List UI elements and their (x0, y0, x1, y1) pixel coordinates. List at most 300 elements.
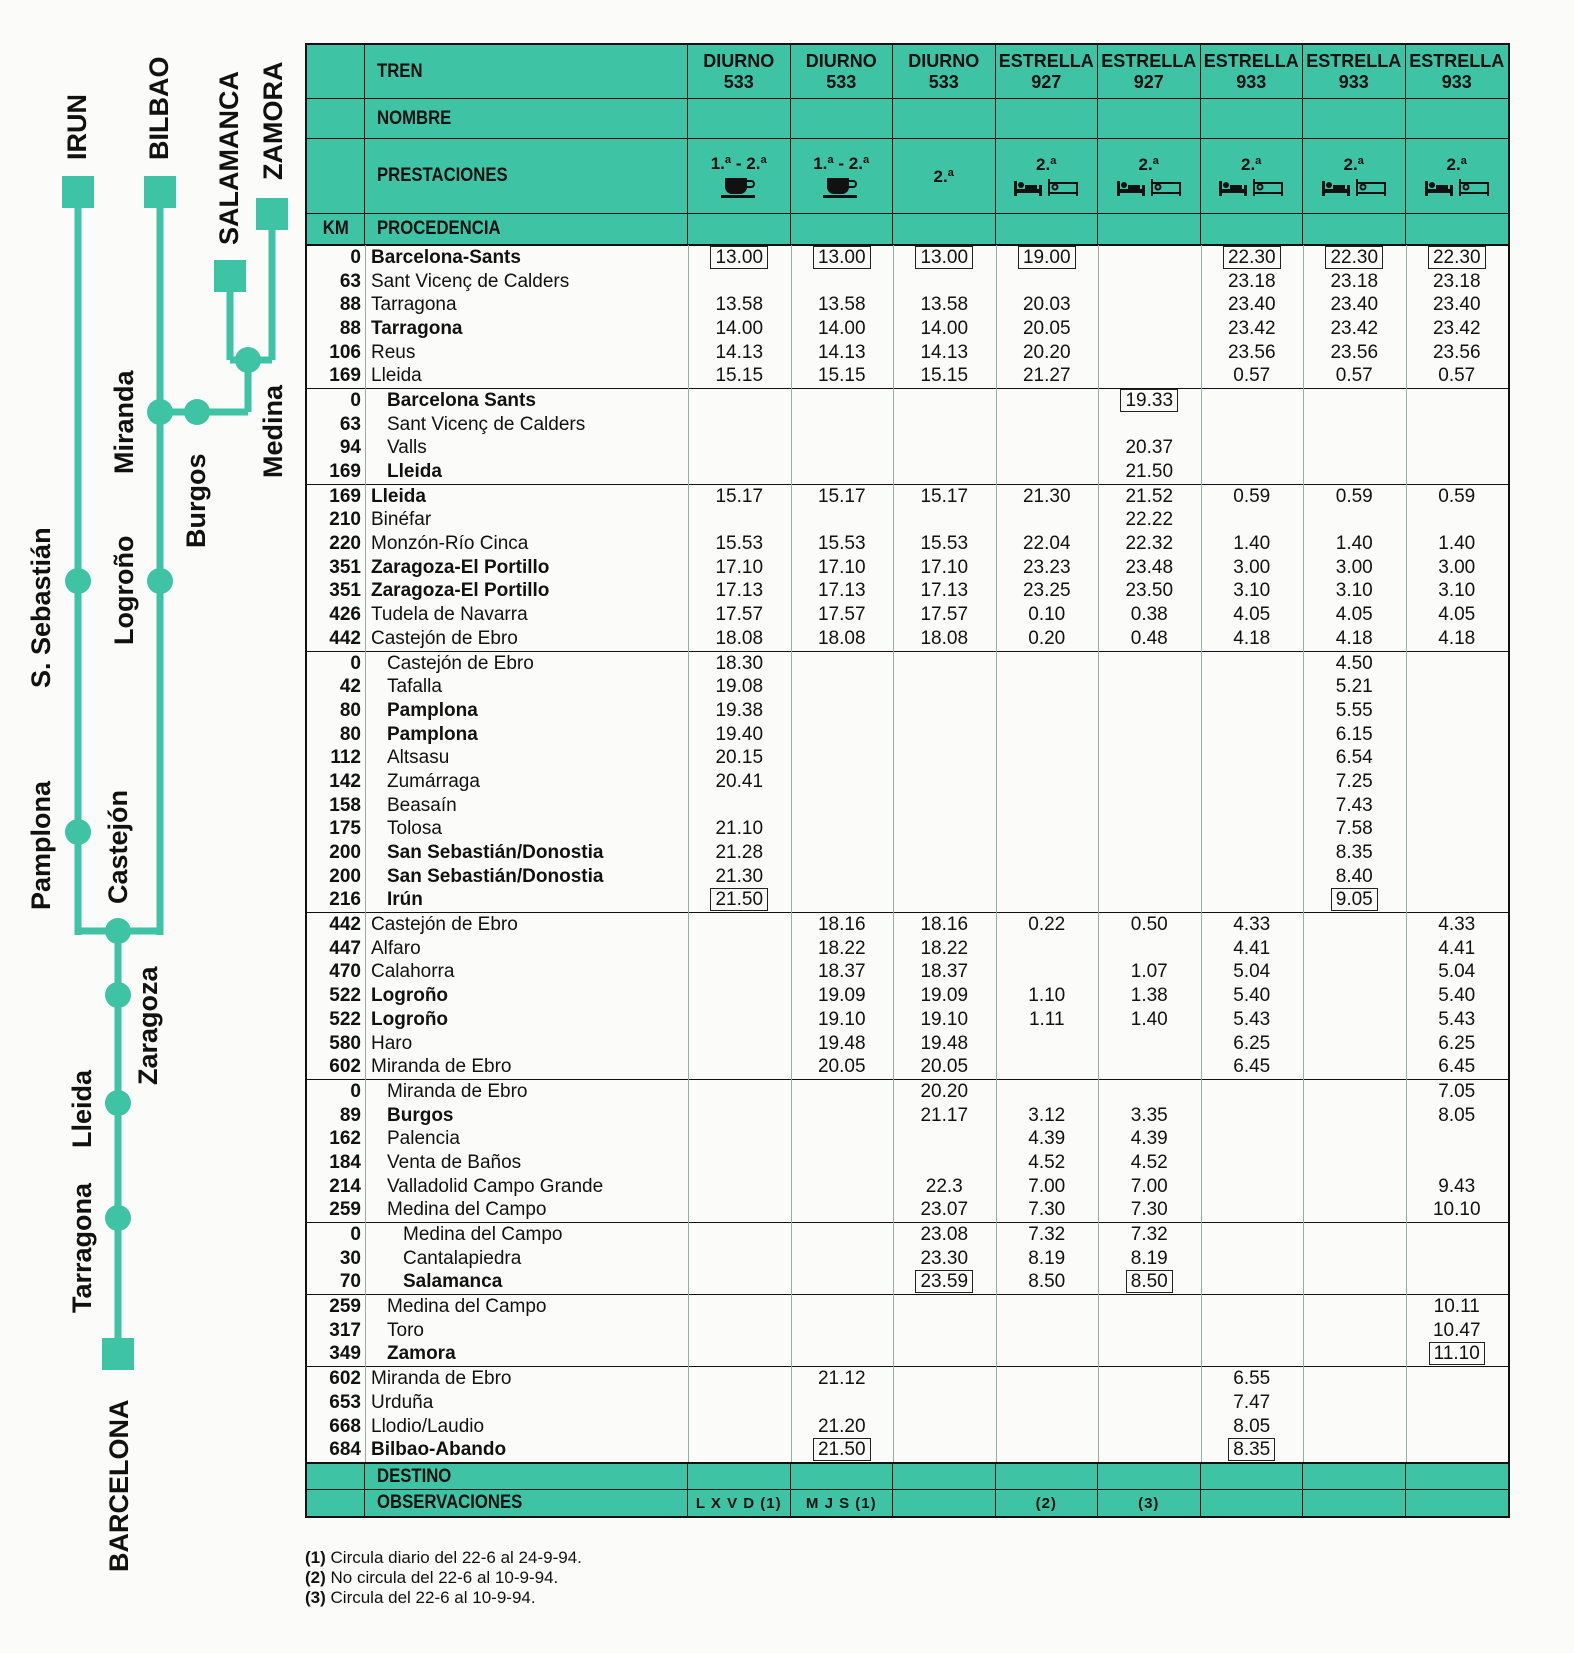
station-cell: Castejón de Ebro (387, 652, 534, 674)
station-cell: Medina del Campo (387, 1199, 547, 1221)
time-cell: 21.50 (1125, 461, 1174, 483)
station-cell: Pamplona (387, 699, 478, 721)
km-cell: 175 (329, 818, 361, 840)
class-label: 1.ª - 2.ª (813, 154, 870, 173)
station-cell: Castejón de Ebro (371, 914, 518, 936)
table-row (307, 246, 1508, 270)
table-row (307, 580, 1508, 604)
service-cell (893, 139, 996, 213)
stop-lleida (105, 1090, 131, 1116)
time-cell: 14.13 (920, 341, 969, 363)
km-cell: 88 (339, 294, 361, 316)
table-row (307, 913, 1508, 937)
stop-logrono (147, 568, 173, 594)
time-cell: 8.19 (1130, 1247, 1168, 1269)
time-cell: 4.52 (1028, 1151, 1066, 1173)
station-cell: Zamora (387, 1343, 456, 1365)
time-cell: 4.05 (1335, 604, 1373, 626)
class-label: 2.ª (933, 166, 954, 186)
km-cell: 684 (329, 1439, 361, 1461)
time-cell: 3.00 (1335, 556, 1373, 578)
sleeper-icon (1218, 174, 1284, 197)
city-pamplona: Pamplona (26, 780, 56, 910)
time-cell: 19.40 (715, 723, 764, 745)
km-cell: 0 (350, 1080, 361, 1102)
time-cell: 19.38 (715, 699, 764, 721)
time-cell: 20.03 (1022, 294, 1071, 316)
table-row (307, 1223, 1508, 1247)
time-cell: 19.48 (817, 1032, 866, 1054)
time-cell: 21.50 (791, 1439, 894, 1461)
cafeteria-icon (719, 173, 759, 198)
km-cell: 169 (329, 485, 361, 507)
train-head: DIURNO 533 (893, 45, 996, 98)
table-row (307, 413, 1508, 437)
time-cell: 23.48 (1125, 556, 1174, 578)
city-miranda: Miranda (109, 370, 139, 474)
header-row-procedencia (307, 214, 1508, 245)
km-cell: 0 (350, 389, 361, 411)
time-cell: 18.08 (817, 627, 866, 649)
time-cell: 4.18 (1335, 627, 1373, 649)
city-medina: Medina (258, 384, 288, 478)
time-cell: 23.42 (1227, 317, 1276, 339)
time-cell: 3.00 (1438, 556, 1476, 578)
time-cell: 19.33 (1098, 390, 1201, 412)
station-cell: San Sebastián/Donostia (387, 865, 604, 887)
km-cell: 80 (339, 699, 361, 721)
class-label: 2.ª (1343, 155, 1364, 174)
station-cell: Zaragoza-El Portillo (371, 556, 550, 578)
time-cell: 19.09 (920, 985, 969, 1007)
time-cell: 7.30 (1028, 1199, 1066, 1221)
table-row (307, 652, 1508, 676)
obs-cell (1201, 1490, 1304, 1516)
obs-cell (1303, 1490, 1406, 1516)
time-cell: 7.00 (1130, 1175, 1168, 1197)
station-cell: Reus (371, 341, 416, 363)
time-cell: 8.35 (1201, 1439, 1304, 1461)
time-cell: 7.25 (1335, 770, 1373, 792)
station-cell: Tolosa (387, 818, 442, 840)
table-row (307, 293, 1508, 317)
time-cell: 18.22 (817, 937, 866, 959)
time-cell: 7.58 (1335, 818, 1373, 840)
time-cell: 23.25 (1022, 580, 1071, 602)
time-cell: 23.18 (1432, 270, 1481, 292)
train-head: ESTRELLA 933 (1201, 45, 1304, 98)
time-cell: 4.18 (1438, 627, 1476, 649)
time-cell: 18.37 (920, 961, 969, 983)
table-row (307, 841, 1508, 865)
time-cell: 15.15 (920, 365, 969, 387)
cafeteria-icon (821, 173, 861, 198)
station-cell: Castejón de Ebro (371, 627, 518, 649)
time-cell: 14.00 (920, 317, 969, 339)
table-row (307, 937, 1508, 961)
time-cell: 23.56 (1227, 341, 1276, 363)
header-row-nombre (307, 99, 1508, 139)
train-head: ESTRELLA 933 (1303, 45, 1406, 98)
train-head: ESTRELLA 927 (996, 45, 1099, 98)
km-cell: 169 (329, 365, 361, 387)
time-cell: 17.10 (920, 556, 969, 578)
time-cell: 23.56 (1330, 341, 1379, 363)
table-row (307, 1032, 1508, 1056)
time-cell: 8.05 (1438, 1104, 1476, 1126)
time-cell: 15.53 (920, 533, 969, 555)
zamora-terminal (256, 198, 288, 230)
class-label: 2.ª (1241, 155, 1262, 174)
station-cell: Lleida (371, 485, 426, 507)
km-cell: 106 (329, 341, 361, 363)
header-row-prestaciones (307, 139, 1508, 214)
table-row (307, 723, 1508, 747)
station-cell: Llodio/Laudio (371, 1415, 485, 1437)
table-row (307, 1247, 1508, 1271)
station-cell: Tafalla (387, 676, 442, 698)
time-cell: 6.15 (1335, 723, 1373, 745)
table-row (307, 1271, 1508, 1295)
km-cell: 200 (329, 865, 361, 887)
table-row (307, 1438, 1508, 1462)
time-cell: 3.00 (1233, 556, 1271, 578)
km-label: KM (322, 218, 349, 239)
obs-cell (1406, 1490, 1509, 1516)
km-cell: 158 (329, 794, 361, 816)
irun-terminal (62, 176, 94, 208)
station-cell: San Sebastián/Donostia (387, 842, 604, 864)
km-cell: 0 (350, 246, 361, 268)
time-cell: 0.57 (1438, 365, 1476, 387)
time-cell: 10.47 (1432, 1319, 1481, 1341)
time-cell: 22.30 (1303, 247, 1406, 269)
obs-cell: (3) (1098, 1490, 1201, 1516)
stop-medina (235, 347, 261, 373)
table-row (307, 1319, 1508, 1343)
time-cell: 7.30 (1130, 1199, 1168, 1221)
km-cell: 602 (329, 1056, 361, 1078)
time-cell: 4.52 (1130, 1151, 1168, 1173)
time-cell: 17.10 (817, 556, 866, 578)
time-cell: 23.08 (920, 1224, 969, 1246)
class-label: 2.ª (1138, 155, 1159, 174)
table-row (307, 603, 1508, 627)
destino-label: DESTINO (377, 1465, 452, 1487)
time-cell: 7.32 (1130, 1224, 1168, 1246)
time-cell: 1.11 (1028, 1008, 1065, 1030)
stop-zaragoza (105, 982, 131, 1008)
time-cell: 22.30 (1201, 247, 1304, 269)
time-cell: 15.15 (715, 365, 764, 387)
city-salamanca: SALAMANCA (214, 71, 244, 245)
city-tarragona: Tarragona (67, 1182, 97, 1313)
table-row (307, 1367, 1508, 1391)
sleeper-icon (1424, 174, 1490, 197)
km-cell: 668 (329, 1415, 361, 1437)
time-cell: 21.52 (1125, 485, 1174, 507)
time-cell: 23.18 (1227, 270, 1276, 292)
station-cell: Binéfar (371, 509, 432, 531)
station-cell: Medina del Campo (387, 1296, 547, 1318)
km-cell: 259 (329, 1296, 361, 1318)
class-label: 1.ª - 2.ª (710, 154, 767, 173)
time-cell: 8.19 (1028, 1247, 1066, 1269)
table-row (307, 865, 1508, 889)
obs-cell: M J S (1) (791, 1490, 894, 1516)
station-cell: Sant Vicenç de Calders (387, 413, 586, 435)
km-cell: 259 (329, 1199, 361, 1221)
km-cell: 210 (329, 509, 361, 531)
station-cell: Irún (387, 889, 423, 911)
nombre-label: NOMBRE (377, 107, 452, 129)
city-bilbao: BILBAO (144, 56, 174, 160)
time-cell: 18.16 (817, 914, 866, 936)
time-cell: 0.59 (1233, 485, 1271, 507)
table-row (307, 794, 1508, 818)
time-cell: 10.10 (1432, 1199, 1481, 1221)
prestaciones-label: PRESTACIONES (377, 165, 508, 186)
station-cell: Lleida (371, 365, 422, 387)
table-row (307, 627, 1508, 651)
km-cell: 349 (329, 1343, 361, 1365)
station-cell: Sant Vicenç de Calders (371, 270, 570, 292)
time-cell: 21.50 (688, 889, 791, 911)
time-cell: 4.41 (1438, 937, 1476, 959)
station-cell: Salamanca (403, 1271, 503, 1293)
observaciones-label: OBSERVACIONES (377, 1492, 523, 1514)
stop-pamplona (65, 819, 91, 845)
route-block (307, 912, 1508, 1079)
time-cell: 23.56 (1432, 341, 1481, 363)
time-cell: 5.21 (1335, 676, 1373, 698)
time-cell: 0.22 (1028, 914, 1066, 936)
time-cell: 5.40 (1233, 985, 1271, 1007)
time-cell: 6.55 (1233, 1368, 1271, 1390)
obs-cell: (2) (996, 1490, 1099, 1516)
train-head: DIURNO 533 (688, 45, 791, 98)
time-cell: 23.59 (893, 1271, 996, 1293)
time-cell: 0.59 (1335, 485, 1373, 507)
table-row (307, 485, 1508, 509)
station-cell: Bilbao-Abando (371, 1439, 507, 1461)
time-cell: 6.45 (1233, 1056, 1271, 1078)
time-cell: 23.40 (1330, 294, 1379, 316)
time-cell: 23.30 (920, 1247, 969, 1269)
class-label: 2.ª (1036, 155, 1057, 174)
footnote: (2) No circula del 22-6 al 10-9-94. (305, 1568, 559, 1587)
time-cell: 0.10 (1028, 604, 1066, 626)
time-cell: 20.20 (1022, 341, 1071, 363)
time-cell: 20.37 (1125, 437, 1174, 459)
time-cell: 7.43 (1335, 794, 1373, 816)
time-cell: 18.22 (920, 937, 969, 959)
salamanca-terminal (214, 260, 246, 292)
time-cell: 20.41 (715, 770, 764, 792)
time-cell: 1.40 (1335, 533, 1373, 555)
station-cell: Alfaro (371, 937, 421, 959)
time-cell: 6.25 (1233, 1032, 1271, 1054)
km-cell: 94 (339, 437, 361, 459)
km-cell: 184 (329, 1151, 361, 1173)
time-cell: 1.40 (1233, 533, 1271, 555)
time-cell: 1.40 (1130, 1008, 1168, 1030)
time-cell: 21.30 (715, 865, 764, 887)
km-cell: 220 (329, 533, 361, 555)
time-cell: 23.18 (1330, 270, 1379, 292)
time-cell: 0.59 (1438, 485, 1476, 507)
km-cell: 580 (329, 1032, 361, 1054)
time-cell: 8.35 (1335, 842, 1373, 864)
barcelona-terminal (102, 1338, 134, 1370)
time-cell: 21.12 (817, 1368, 866, 1390)
station-cell: Tudela de Navarra (371, 604, 528, 626)
route-block (307, 484, 1508, 651)
time-cell: 17.13 (920, 580, 969, 602)
route-block (307, 651, 1508, 913)
time-cell: 19.10 (920, 1008, 969, 1030)
time-cell: 23.42 (1432, 317, 1481, 339)
service-cell (1406, 139, 1509, 213)
time-cell: 21.27 (1022, 365, 1071, 387)
station-cell: Monzón-Río Cinca (371, 533, 529, 555)
km-cell: 442 (329, 914, 361, 936)
km-cell: 162 (329, 1128, 361, 1150)
station-cell: Barcelona Sants (387, 389, 536, 411)
time-cell: 22.22 (1125, 509, 1174, 531)
time-cell: 4.05 (1438, 604, 1476, 626)
km-cell: 200 (329, 842, 361, 864)
time-cell: 21.30 (1022, 485, 1071, 507)
station-cell: Pamplona (387, 723, 478, 745)
km-cell: 426 (329, 604, 361, 626)
time-cell: 0.50 (1130, 914, 1168, 936)
stop-san-sebastian (65, 568, 91, 594)
time-cell: 4.50 (1335, 652, 1373, 674)
route-block (307, 1222, 1508, 1294)
stop-miranda (147, 399, 173, 425)
km-cell: 653 (329, 1391, 361, 1413)
km-cell: 169 (329, 461, 361, 483)
city-burgos: Burgos (181, 453, 211, 548)
city-barcelona: BARCELONA (104, 1399, 134, 1572)
time-cell: 0.57 (1335, 365, 1373, 387)
table-row (307, 961, 1508, 985)
km-cell: 112 (330, 747, 361, 769)
station-cell: Zaragoza-El Portillo (371, 580, 550, 602)
time-cell: 18.08 (715, 627, 764, 649)
city-zaragoza: Zaragoza (133, 966, 163, 1085)
time-cell: 23.40 (1432, 294, 1481, 316)
time-cell: 9.43 (1438, 1175, 1476, 1197)
km-cell: 42 (339, 676, 361, 698)
station-cell: Barcelona-Sants (371, 246, 521, 268)
footnote: (1) Circula diario del 22-6 al 24-9-94. (305, 1548, 582, 1567)
time-cell: 22.32 (1125, 533, 1174, 555)
km-cell: 216 (329, 889, 361, 911)
tren-label: TREN (377, 60, 423, 82)
km-cell: 317 (329, 1319, 361, 1341)
table-row (307, 341, 1508, 365)
time-cell: 1.40 (1438, 533, 1476, 555)
station-cell: Valls (387, 437, 427, 459)
table-row (307, 1343, 1508, 1367)
table-row (307, 1199, 1508, 1223)
table-row (307, 1104, 1508, 1128)
time-cell: 5.55 (1335, 699, 1373, 721)
obs-cell (893, 1490, 996, 1516)
time-cell: 3.35 (1130, 1104, 1168, 1126)
train-head: DIURNO 533 (791, 45, 894, 98)
time-cell: 19.48 (920, 1032, 969, 1054)
time-cell: 1.10 (1028, 985, 1066, 1007)
time-cell: 22.30 (1406, 247, 1509, 269)
sleeper-icon (1116, 174, 1182, 197)
time-cell: 19.08 (715, 676, 764, 698)
station-cell: Zumárraga (387, 770, 480, 792)
time-cell: 5.40 (1438, 985, 1476, 1007)
table-row (307, 1055, 1508, 1079)
route-block (307, 1294, 1508, 1366)
time-cell: 20.20 (920, 1080, 969, 1102)
city-san-sebastian: S. Sebastián (26, 527, 56, 688)
time-cell: 3.10 (1335, 580, 1373, 602)
time-cell: 22.3 (925, 1175, 963, 1197)
time-cell: 18.08 (920, 627, 969, 649)
time-cell: 17.57 (817, 604, 866, 626)
time-cell: 3.10 (1233, 580, 1271, 602)
service-cell (791, 139, 894, 213)
city-logrono: Logroño (109, 535, 139, 645)
footer-row-observaciones (307, 1490, 1508, 1516)
table-row (307, 556, 1508, 580)
km-cell: 80 (339, 723, 361, 745)
station-cell: Medina del Campo (403, 1224, 563, 1246)
bilbao-terminal (144, 176, 176, 208)
time-cell: 4.33 (1233, 914, 1271, 936)
station-cell: Palencia (387, 1128, 460, 1150)
time-cell: 19.00 (996, 247, 1099, 269)
time-cell: 5.43 (1438, 1008, 1476, 1030)
station-cell: Toro (387, 1319, 424, 1341)
time-cell: 7.05 (1438, 1080, 1476, 1102)
station-cell: Miranda de Ebro (387, 1080, 528, 1102)
time-cell: 14.13 (715, 341, 764, 363)
timetable-body (307, 245, 1508, 1464)
station-cell: Lleida (387, 461, 442, 483)
route-block (307, 388, 1508, 484)
table-row (307, 437, 1508, 461)
km-cell: 447 (329, 937, 361, 959)
sleeper-icon (1321, 174, 1387, 197)
time-cell: 8.05 (1233, 1415, 1271, 1437)
route-block (307, 1079, 1508, 1222)
table-row (307, 1175, 1508, 1199)
km-cell: 63 (339, 413, 361, 435)
station-cell: Altsasu (387, 747, 450, 769)
time-cell: 23.07 (920, 1199, 969, 1221)
time-cell: 21.20 (817, 1415, 866, 1437)
footnote: (3) Circula del 22-6 al 10-9-94. (305, 1588, 536, 1607)
header-row-tren (307, 45, 1508, 99)
table-row (307, 1151, 1508, 1175)
route-block (307, 1366, 1508, 1462)
time-cell: 15.53 (715, 533, 764, 555)
km-cell: 602 (329, 1368, 361, 1390)
time-cell: 6.45 (1438, 1056, 1476, 1078)
time-cell: 17.57 (920, 604, 969, 626)
time-cell: 15.15 (817, 365, 866, 387)
